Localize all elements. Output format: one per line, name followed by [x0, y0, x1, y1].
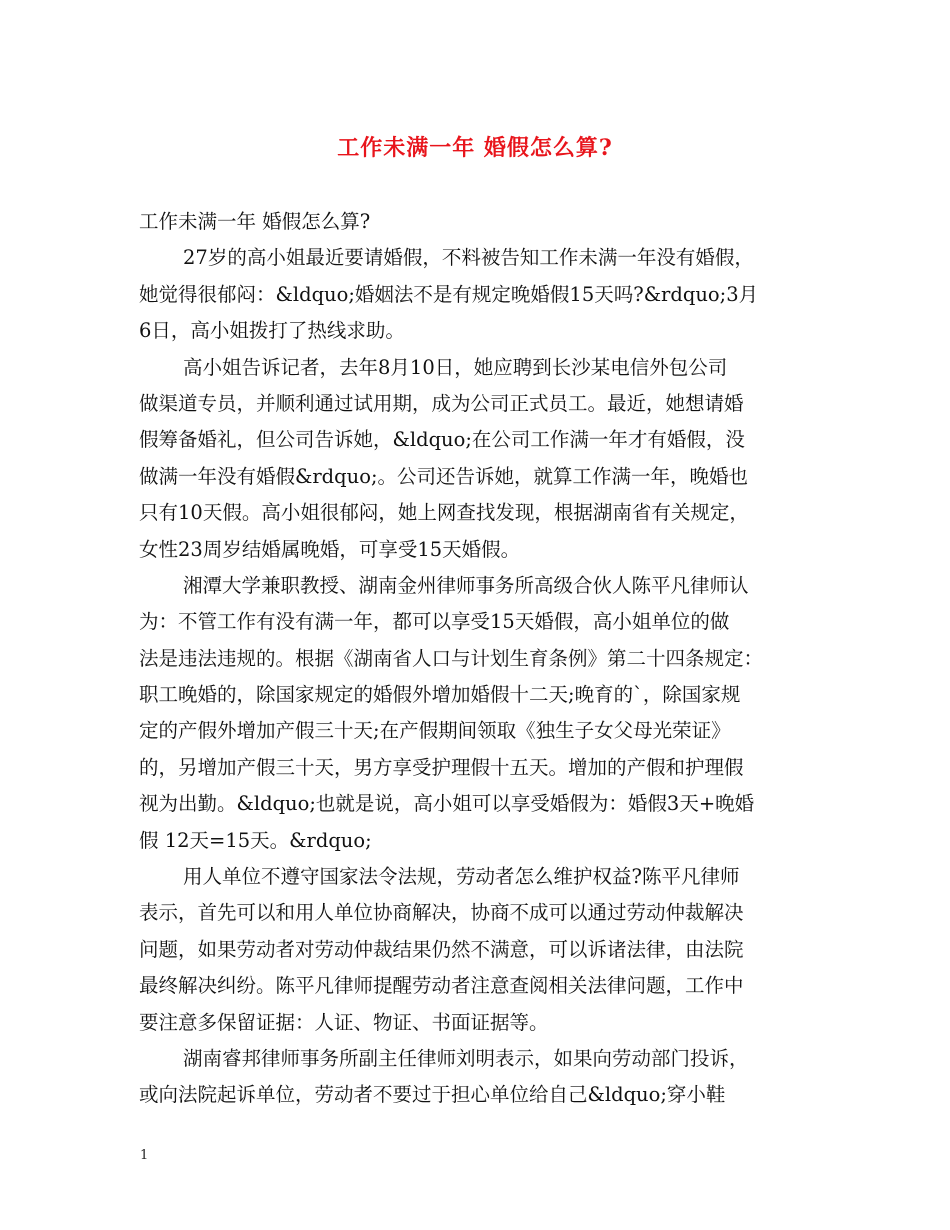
text-line: 法是违法违规的。根据《湖南省人口与计划生育条例》第二十四条规定： — [139, 646, 764, 670]
text-line: 或向法院起诉单位，劳动者不要过于担心单位给自己&ldquo;穿小鞋 — [139, 1083, 726, 1107]
text-line: 只有10天假。高小姐很郁闷，她上网查找发现，根据湖南省有关规定， — [139, 501, 749, 525]
text-line: 假 12天=15天。&rdquo; — [139, 828, 372, 852]
text-line: 最终解决纠纷。陈平凡律师提醒劳动者注意查阅相关法律问题，工作中 — [139, 974, 744, 998]
text-line: 6日，高小姐拨打了热线求助。 — [139, 319, 405, 343]
text-line: 27岁的高小姐最近要请婚假，不料被告知工作未满一年没有婚假， — [183, 246, 754, 270]
document-body — [139, 204, 819, 1114]
text-line: 要注意多保留证据：人证、物证、书面证据等。 — [139, 1010, 549, 1034]
text-line: 用人单位不遵守国家法令法规，劳动者怎么维护权益?陈平凡律师 — [183, 865, 740, 889]
page-number: 1 — [140, 1148, 149, 1163]
text-line: 的，另增加产假三十天，男方享受护理假十五天。增加的产假和护理假 — [139, 755, 744, 779]
text-line: 问题，如果劳动者对劳动仲裁结果仍然不满意，可以诉诸法律，由法院 — [139, 937, 744, 961]
page-title: 工作未满一年 婚假怎么算? — [337, 135, 613, 161]
text-line: 视为出勤。&ldquo;也就是说，高小姐可以享受婚假为：婚假3天+晚婚 — [139, 792, 755, 816]
text-line: 表示，首先可以和用人单位协商解决，协商不成可以通过劳动仲裁解决 — [139, 901, 744, 925]
text-line: 假筹备婚礼，但公司告诉她，&ldquo;在公司工作满一年才有婚假，没 — [139, 428, 745, 452]
text-line: 为：不管工作有没有满一年，都可以享受15天婚假，高小姐单位的做 — [139, 610, 730, 634]
text-line: 工作未满一年 婚假怎么算? — [139, 210, 371, 233]
text-line: 做渠道专员，并顺利通过试用期，成为公司正式员工。最近，她想请婚 — [139, 391, 744, 415]
text-line: 女性23周岁结婚属晚婚，可享受15天婚假。 — [139, 537, 521, 561]
text-line: 她觉得很郁闷：&ldquo;婚姻法不是有规定晚婚假15天吗?&rdquo;3月 — [139, 282, 759, 306]
text-line: 做满一年没有婚假&rdquo;。公司还告诉她，就算工作满一年，晚婚也 — [139, 464, 749, 488]
text-line: 职工晚婚的，除国家规定的婚假外增加婚假十二天;晚育的`，除国家规 — [139, 683, 741, 707]
text-line: 湖南睿邦律师事务所副主任律师刘明表示，如果向劳动部门投诉， — [183, 1046, 749, 1070]
text-line: 高小姐告诉记者，去年8月10日，她应聘到长沙某电信外包公司 — [183, 355, 728, 379]
text-line: 湘潭大学兼职教授、湖南金州律师事务所高级合伙人陈平凡律师认 — [183, 573, 749, 597]
text-line: 定的产假外增加产假三十天;在产假期间领取《独生子女父母光荣证》 — [139, 719, 731, 743]
